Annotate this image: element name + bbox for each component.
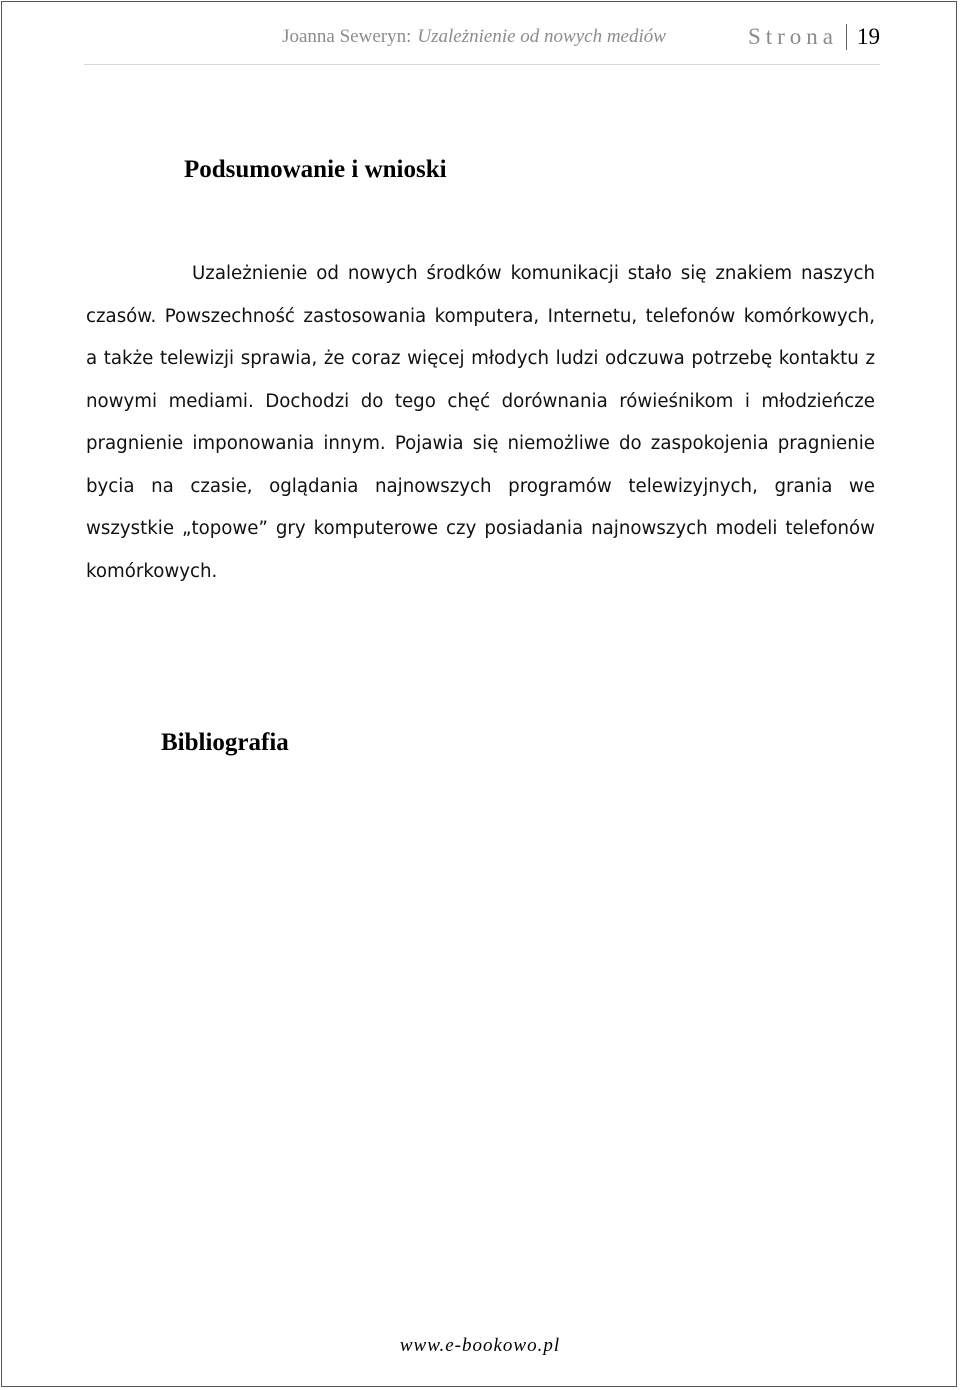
header-divider xyxy=(84,64,880,65)
page-number: 19 xyxy=(857,24,880,49)
footer-url: www.e-bookowo.pl xyxy=(399,1335,561,1356)
bibliography-heading: Bibliografia xyxy=(161,729,289,756)
header-separator xyxy=(846,24,847,50)
page-frame xyxy=(1,1,957,1387)
page-header xyxy=(84,20,880,54)
header-author: Joanna Seweryn: xyxy=(282,26,412,47)
header-title: Uzależnienie od nowych mediów xyxy=(417,26,666,47)
summary-heading: Podsumowanie i wnioski xyxy=(184,156,447,183)
header-page-label: Strona xyxy=(747,24,838,49)
summary-paragraph: Uzależnienie od nowych środków komunikacji stało się znakiem naszych czasów. Powszechność zastosowania komputera, Internetu, telefonów komórkowych, a także telewizji sprawia, że coraz więcej młodych ludzi odczuwa potrzebę kontaktu z nowymi mediami. Dochodzi do tego chęć dorównania rówieśnikom i młodzieńcze pragnienie imponowania innym. Pojawia się niemożliwe do zaspokojenia pragnienie bycia na czasie, oglądania najnowszych programów telewizyjnych, grania we wszystkie „topowe” gry komputerowe czy posiadania najnowszych modeli telefonów komórkowych. xyxy=(86,263,875,582)
